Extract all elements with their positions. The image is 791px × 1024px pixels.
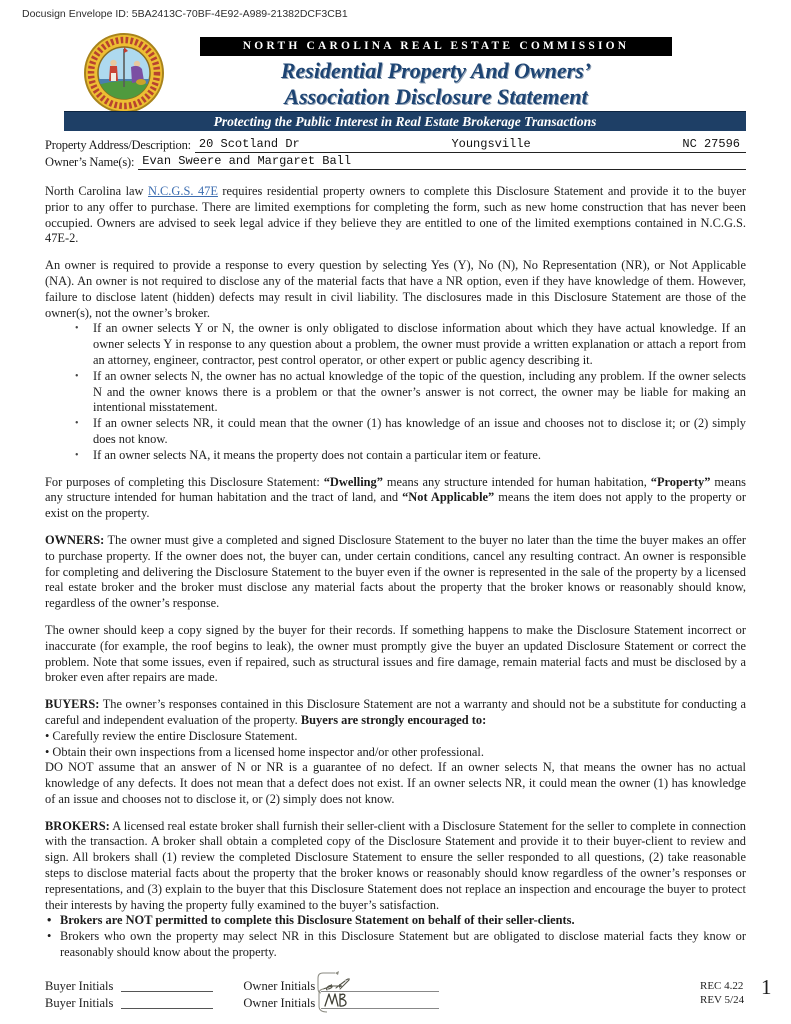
document-body	[45, 184, 746, 961]
owner-names-field	[138, 154, 746, 170]
statute-link[interactable]: N.C.G.S. 47E	[148, 184, 218, 198]
bullet-icon: •	[47, 929, 52, 944]
tagline-banner: Protecting the Public Interest in Real Estate Brokerage Transactions	[64, 111, 746, 131]
buyers-bullet-1: • Carefully review the entire Disclosure Statement.	[45, 728, 298, 743]
definitions-text: means any structure intended for human habitation,	[382, 474, 651, 489]
owner-names-label: Owner’s Name(s):	[45, 155, 135, 169]
owner-names-value: Evan Sweere and Margaret Ball	[142, 154, 352, 168]
owners-body: The owner must give a completed and signed Disclosure Statement to the buyer no later than the time the buyer makes an offer to purchase property. If the owner does not, the buyer can, under certain conditions, cancel any resulting contract. An owner is responsible for completing and delivering the Disclosure Statement to the buyer even if the owner is represented in the sale of the property by a licensed real estate broker and the broker must disclose any material facts about the property that the broker knows or reasonably should know, regardless of the owner’s response.	[45, 532, 746, 611]
brokers-own-property-text: Brokers who own the property may select NR in this Disclosure Statement but are obligated to disclose material facts they know or reasonably should know about the property.	[60, 929, 746, 960]
definitions-paragraph	[45, 475, 746, 522]
rev-number: REV 5/24	[700, 993, 745, 1006]
property-state-zip-value: NC 27596	[682, 137, 740, 151]
buyers-bullet-2: • Obtain their own inspections from a licensed home inspector and/or other professional.	[45, 744, 484, 759]
owners-paragraph	[45, 533, 746, 612]
intro-text-post: requires residential property owners to complete this Disclosure Statement and provide it to the buyer prior to any offer to purchase. There are limited exemptions for completing the form, such as new home construction that has never been occupied. Owners are advised to seek legal advice if they believe they are entitled to one of the limited exemptions contained in N.C.G.S. 47E-2.	[45, 184, 746, 246]
document-title-line2: Association Disclosure Statement	[284, 84, 588, 109]
buyer-initials-line-2[interactable]	[121, 996, 213, 1009]
brokers-heading: BROKERS:	[45, 818, 110, 833]
definitions-term-dwelling: “Dwelling”	[323, 474, 383, 489]
buyers-body: The owner’s responses contained in this Disclosure Statement are not a warranty and should not be a substitute for conducting a careful and independent evaluation of the property.	[45, 697, 746, 727]
page-number: 1	[761, 975, 772, 999]
owners-heading: OWNERS:	[45, 532, 105, 547]
buyer-initials-line-1[interactable]	[121, 979, 213, 992]
bullet-text: If an owner selects N, the owner has no actual knowledge of the topic of the question, including any problem. If the owner selects N and the owner knows there is a problem or that the owner’s answer is not correct, the owner may be liable for making an intentional misstatement.	[93, 368, 746, 415]
intro-text-pre: North Carolina law	[45, 184, 148, 198]
property-address-row	[45, 136, 746, 153]
definitions-text: means any structure intended for human habitation and the tract of land, and	[45, 474, 746, 505]
keep-copy-paragraph: The owner should keep a copy signed by the buyer for their records. If something happens to make the Disclosure Statement incorrect or inaccurate (for example, the roof begins to leak), the owner must promptly give the buyer an updated Disclosure Statement or correct the problem. Note that some issues, even if repaired, such as structural issues and fire damage, remain material facts and must be disclosed by a broker even after repairs are made.	[45, 622, 746, 685]
docusign-envelope-id: Docusign Envelope ID: 5BA2413C-70BF-4E92-A989-21382DCF3CB1	[22, 8, 348, 20]
brokers-paragraph	[45, 819, 746, 914]
owner-initials-label: Owner Initials	[243, 996, 316, 1010]
owner-initials-signature-2[interactable]	[321, 995, 439, 1009]
property-address-field	[195, 137, 746, 153]
do-not-assume-paragraph: DO NOT assume that an answer of N or NR is a guarantee of no defect. If an owner selects N, that means the owner has no actual knowledge of any defects. It does not mean that a defect does not exist. If an owner selects NR, it could mean the owner (1) has knowledge of an issue and chooses not to disclose it, or (2) simply does not know.	[45, 760, 746, 806]
bullet-icon: •	[75, 370, 79, 382]
nc-state-seal-icon	[84, 33, 164, 113]
owner-names-row	[45, 153, 746, 170]
response-rules-paragraph: An owner is required to provide a response to every question by selecting Yes (Y), No (N), No Representation (NR), or Not Applicable (NA). An owner is not required to disclose any of the material facts that have a NR option, even if they have knowledge of them. However, failure to disclose latent (hidden) defects may result in civil liability. The disclosures made in this Disclosure Statement are those of the owner(s), not the owner’s broker.	[45, 258, 746, 320]
buyer-initials-label: Buyer Initials	[45, 979, 114, 993]
initials-row-2	[45, 994, 791, 1011]
response-rules-bullet-list	[45, 321, 746, 463]
property-city-value: Youngsville	[451, 137, 531, 151]
list-item	[45, 913, 746, 929]
definitions-text: For purposes of completing this Disclosure Statement:	[45, 474, 324, 489]
bullet-icon: •	[75, 449, 79, 461]
bullet-text: If an owner selects NA, it means the property does not contain a particular item or feature.	[93, 447, 541, 462]
docusign-initials-mark-mb	[315, 982, 387, 1014]
owner-initials-label: Owner Initials	[243, 979, 316, 993]
brokers-not-permitted-text: Brokers are NOT permitted to complete this Disclosure Statement on behalf of their seller-clients.	[60, 913, 575, 928]
bullet-text: If an owner selects NR, it could mean that the owner (1) has knowledge of an issue and chooses not to disclose it; or (2) simply does not know.	[93, 416, 746, 446]
list-item	[45, 416, 746, 448]
buyers-encouraged-text: Buyers are strongly encouraged to:	[300, 712, 487, 727]
definitions-term-property: “Property”	[650, 474, 711, 489]
definitions-text: means the item does not apply to the property or exist on the property.	[45, 490, 747, 521]
page-footer	[45, 977, 791, 1011]
list-item	[45, 448, 746, 464]
property-address-label: Property Address/Description:	[45, 138, 191, 152]
document-title-line1: Residential Property And Owners’	[280, 58, 592, 83]
property-street-value: 20 Scotland Dr	[198, 137, 300, 151]
commission-name-banner: NORTH CAROLINA REAL ESTATE COMMISSION	[200, 37, 672, 56]
buyer-initials-label: Buyer Initials	[45, 996, 114, 1010]
definitions-term-not-applicable: “Not Applicable”	[402, 490, 495, 505]
buyers-heading: BUYERS:	[45, 697, 100, 712]
list-item	[45, 321, 746, 368]
bullet-text: If an owner selects Y or N, the owner is only obligated to disclose information about which they have actual knowledge. If an owner selects Y in response to any question about a problem, the owner must provide a written explanation or attach a report from an attorney, engineer, contractor, pest control operator, or other expert or public agency describing it.	[93, 321, 746, 367]
initials-row-1	[45, 977, 791, 994]
buyers-paragraph	[45, 697, 746, 729]
list-item	[45, 929, 746, 961]
bullet-icon: •	[75, 418, 79, 430]
bullet-icon: •	[75, 323, 79, 335]
form-revision-block	[700, 980, 744, 1007]
brokers-bullet-list	[45, 913, 746, 960]
list-item	[45, 369, 746, 416]
intro-paragraph	[45, 184, 746, 247]
property-owner-fields	[45, 136, 746, 170]
brokers-body: A licensed real estate broker shall furnish their seller-client with a Disclosure Statement for the seller to complete in connection with the transaction. A broker shall obtain a completed copy of the Disclosure Statement and provide it to their buyer-client to review and sign. All brokers shall (1) review the completed Disclosure Statement to ensure the seller responded to all questions, (2) take reasonable steps to disclose material facts about the property that the broker knows or reasonably should know regardless of the owner’s responses or representations, and (3) explain to the buyer that this Disclosure Statement does not replace an inspection and encourage the buyer to protect their interests by having the property fully examined to the buyer’s satisfaction.	[45, 818, 746, 912]
rec-number: REC 4.22	[700, 980, 744, 992]
bullet-icon: •	[47, 913, 52, 928]
